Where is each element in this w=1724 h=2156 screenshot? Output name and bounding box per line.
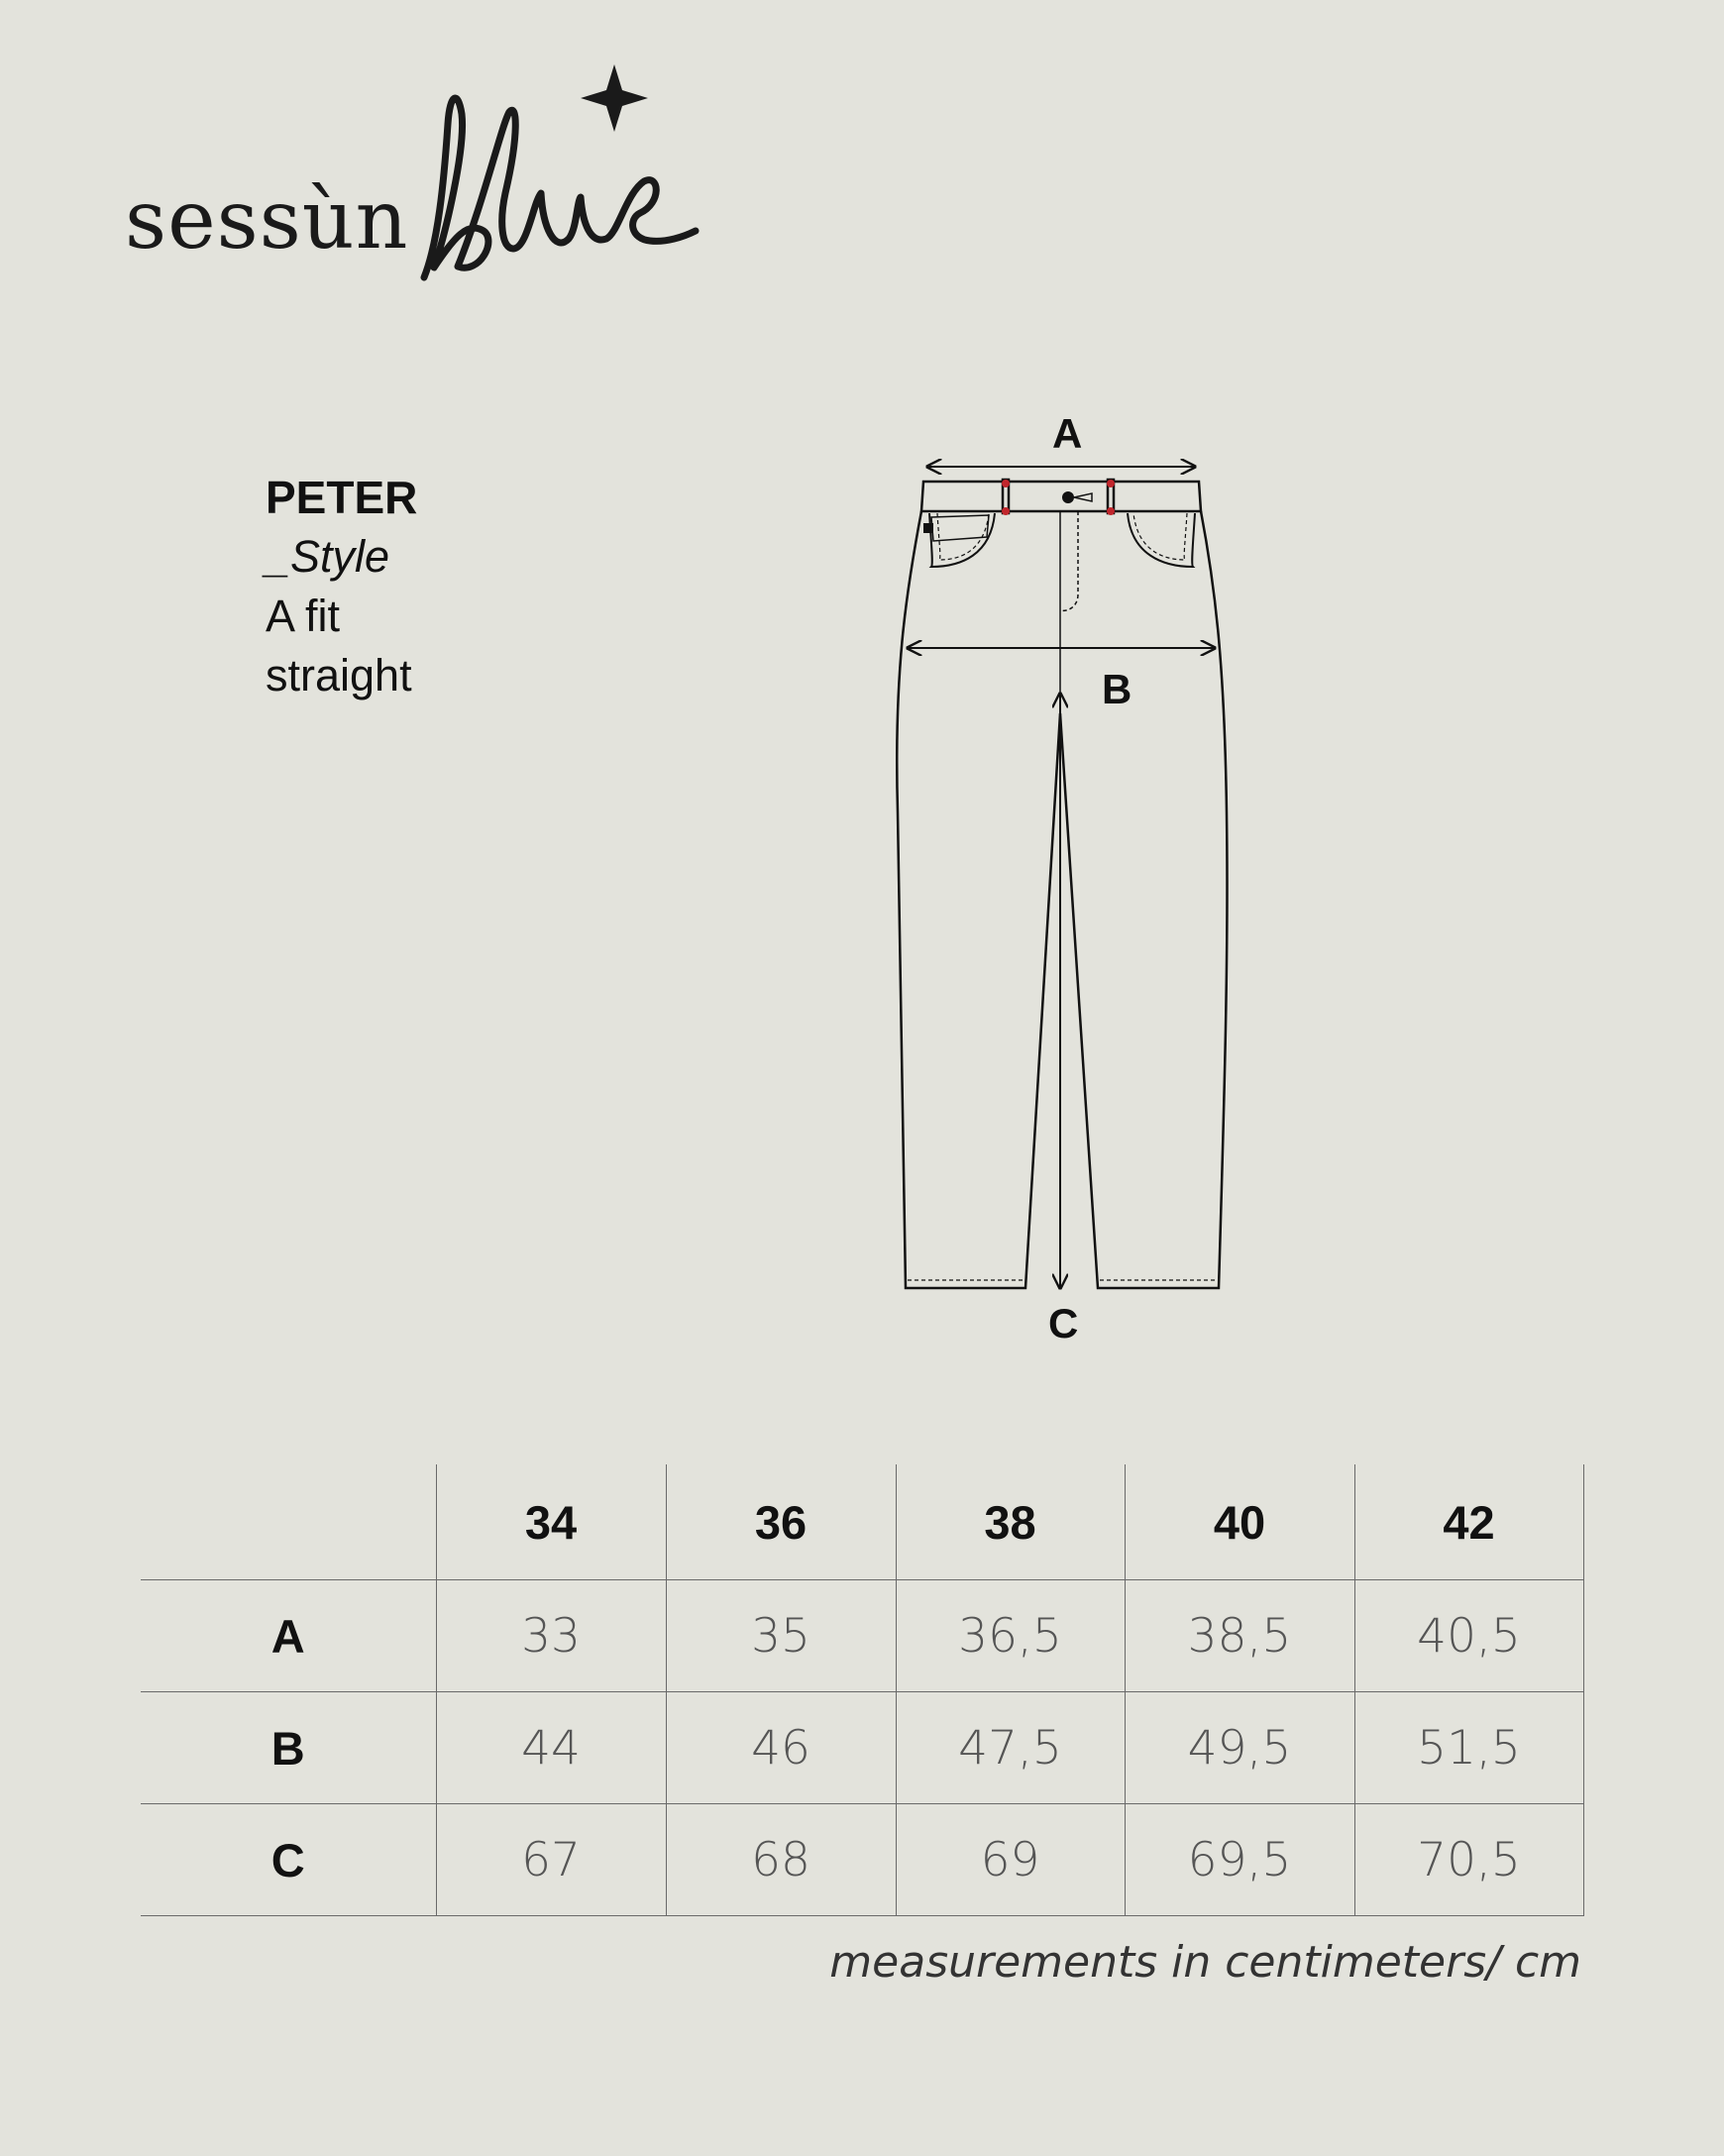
size-header: 38 <box>896 1464 1125 1580</box>
table-cell: 36,5 <box>896 1580 1125 1692</box>
style-label: _Style <box>266 531 390 582</box>
table-cell: 68 <box>666 1804 896 1916</box>
diagram-label-a: A <box>1052 410 1083 457</box>
table-cell: 67 <box>436 1804 666 1916</box>
table-row <box>141 1580 1583 1692</box>
rivet-icon <box>1107 480 1115 487</box>
table-cell: 38,5 <box>1125 1580 1354 1692</box>
row-label: A <box>141 1580 436 1692</box>
row-label: C <box>141 1804 436 1916</box>
size-table <box>141 1464 1584 1916</box>
brand-logo <box>119 54 713 292</box>
table-cell: 70,5 <box>1354 1804 1583 1916</box>
table-cell: 69,5 <box>1125 1804 1354 1916</box>
style-info <box>266 468 417 705</box>
table-cell: 35 <box>666 1580 896 1692</box>
table-row <box>141 1804 1583 1916</box>
sparkle-icon <box>581 64 648 132</box>
header-empty <box>141 1464 436 1580</box>
jeans-outline <box>897 480 1227 1288</box>
table-cell: 44 <box>436 1692 666 1804</box>
table-cell: 47,5 <box>896 1692 1125 1804</box>
size-header: 36 <box>666 1464 896 1580</box>
table-cell: 40,5 <box>1354 1580 1583 1692</box>
size-header: 42 <box>1354 1464 1583 1580</box>
fit-line-2: straight <box>266 650 412 701</box>
button-icon <box>1062 491 1074 503</box>
size-header: 34 <box>436 1464 666 1580</box>
rivet-icon <box>1107 507 1115 515</box>
table-cell: 49,5 <box>1125 1692 1354 1804</box>
table-cell: 69 <box>896 1804 1125 1916</box>
brand-wordmark: sessùn <box>125 173 409 268</box>
rivet-icon <box>1002 480 1010 487</box>
style-name: PETER <box>266 472 418 523</box>
brand-script-logo <box>406 54 723 292</box>
table-row <box>141 1692 1583 1804</box>
rivet-icon <box>1002 507 1010 515</box>
fit-line-1: A fit <box>266 591 341 641</box>
row-label: B <box>141 1692 436 1804</box>
diagram-label-c: C <box>1048 1300 1079 1347</box>
measurement-unit-note: measurements in centimeters/ cm <box>829 1937 1581 1988</box>
jeans-measurement-diagram <box>872 396 1288 1357</box>
table-header-row <box>141 1464 1583 1580</box>
size-header: 40 <box>1125 1464 1354 1580</box>
table-cell: 46 <box>666 1692 896 1804</box>
diagram-label-b: B <box>1102 666 1132 712</box>
table-cell: 51,5 <box>1354 1692 1583 1804</box>
table-cell: 33 <box>436 1580 666 1692</box>
